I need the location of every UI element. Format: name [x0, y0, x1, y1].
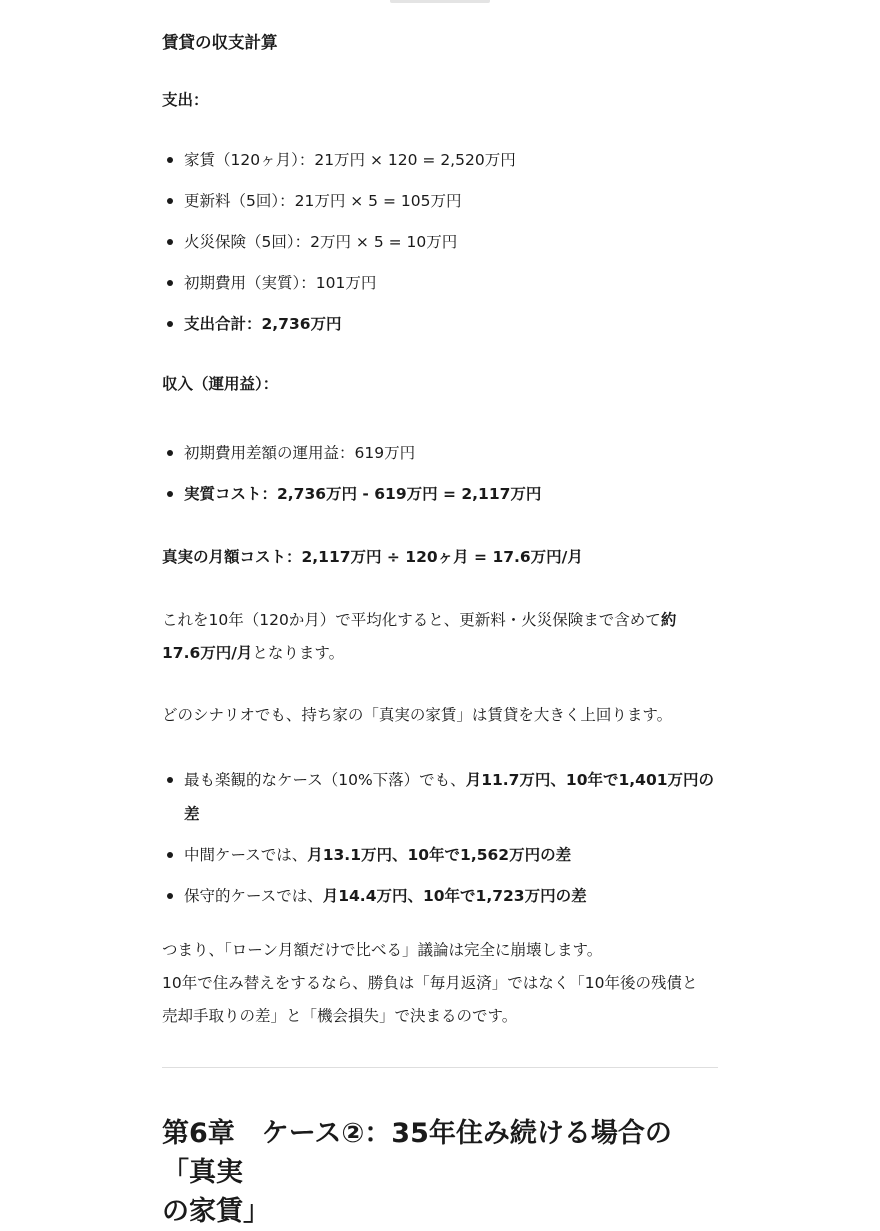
list-item: 火災保険（5回）：2万円 × 5 = 10万円: [162, 225, 722, 259]
top-scroll-edge: [390, 0, 490, 3]
income-label: 収入（運用益）：: [162, 375, 279, 393]
summary-paragraph: どのシナリオでも、持ち家の「真実の家賃」は賃貸を大きく上回ります。: [162, 706, 673, 724]
list-item: 更新料（5回）：21万円 × 5 = 105万円: [162, 184, 722, 218]
monthly-cost-line: 真実の月額コスト：2,117万円 ÷ 120ヶ月 = 17.6万円/月: [162, 548, 583, 566]
article-body: [162, 30, 722, 1231]
conclusion-paragraph: つまり、「ローン月額だけで比べる」議論は完全に崩壊します。 10年で住み替えをするなら、勝負は「毎月返済」ではなく「10年後の残債と 売却手取りの差」と「機会損失」で決まるのです。: [162, 941, 698, 1025]
expenses-list: [162, 143, 722, 341]
list-item: 初期費用（実質）：101万円: [162, 266, 722, 300]
average-paragraph: これを10年（120か月）で平均化すると、更新料・火災保険まで含めて約 17.6万円/月となります。: [162, 611, 677, 662]
list-item: 保守的ケースでは、月14.4万円、10年で1,723万円の差: [162, 879, 722, 913]
cases-list: [162, 763, 722, 913]
expenses-total-item: 支出合計：2,736万円: [162, 307, 722, 341]
expenses-label: 支出：: [162, 91, 209, 109]
section-heading: 賃貸の収支計算: [162, 33, 278, 52]
income-list: [162, 436, 722, 511]
chapter-title: 第6章 ケース②：35年住み続ける場合の「真実 の家賃」: [162, 1118, 672, 1227]
list-item: 家賃（120ヶ月）：21万円 × 120 = 2,520万円: [162, 143, 722, 177]
real-cost-item: 実質コスト：2,736万円 - 619万円 = 2,117万円: [162, 477, 722, 511]
list-item: 最も楽観的なケース（10%下落）でも、月11.7万円、10年で1,401万円の 差: [162, 763, 722, 831]
list-item: 中間ケースでは、月13.1万円、10年で1,562万円の差: [162, 838, 722, 872]
list-item: 初期費用差額の運用益：619万円: [162, 436, 722, 470]
